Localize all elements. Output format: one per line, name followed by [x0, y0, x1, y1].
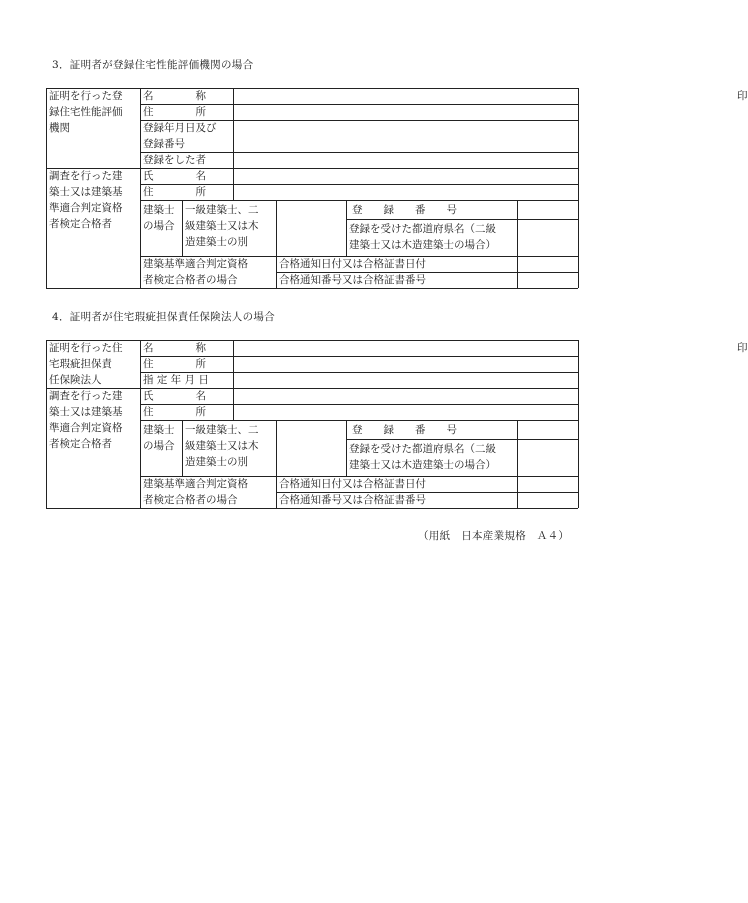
- architect-case-label: 建築士 の場合: [143, 424, 175, 452]
- registrar-label: 登録をした者: [143, 154, 206, 166]
- person-address-value[interactable]: [233, 404, 578, 420]
- qualified-case-label: 建築基準適合判定資格 者検定合格者の場合: [143, 478, 248, 506]
- address-value[interactable]: [233, 104, 578, 120]
- notice-date-value[interactable]: [517, 256, 578, 272]
- person-address-value[interactable]: [233, 184, 578, 200]
- name-value[interactable]: [233, 88, 748, 104]
- address-label: 住 所: [143, 106, 206, 118]
- org-label: 証明を行った登 録住宅性能評価 機関: [49, 90, 123, 134]
- registration-number-label: 登 録 番 号: [352, 204, 457, 216]
- seal-mark: 印: [737, 90, 748, 102]
- notice-date-label: 合格通知日付又は合格証書日付: [279, 258, 426, 270]
- person-name-label: 氏 名: [143, 170, 206, 182]
- person-address-label: 住 所: [143, 186, 206, 198]
- section-3-table: [46, 88, 748, 288]
- designation-date-label: 指 定 年 月 日: [143, 374, 209, 386]
- qualified-case-label: 建築基準適合判定資格 者検定合格者の場合: [143, 258, 248, 286]
- registrar-value[interactable]: [233, 152, 578, 168]
- name-label: 名 称: [143, 342, 206, 354]
- inspector-label: 調査を行った建 築士又は建築基 準適合判定資格 者検定合格者: [49, 390, 123, 450]
- address-value[interactable]: [233, 356, 578, 372]
- registration-date-value[interactable]: [233, 120, 578, 152]
- person-address-label: 住 所: [143, 406, 206, 418]
- seal-mark: 印: [737, 342, 748, 354]
- person-name-value[interactable]: [233, 168, 578, 184]
- notice-number-label: 合格通知番号又は合格証書番号: [279, 494, 426, 506]
- section-4-table: [46, 340, 748, 508]
- architect-class-value[interactable]: [276, 420, 346, 476]
- architect-class-value[interactable]: [276, 200, 346, 256]
- person-name-value[interactable]: [233, 388, 578, 404]
- paper-size-note: （用紙 日本産業規格 Ａ４）: [418, 530, 570, 542]
- architect-case-label: 建築士 の場合: [143, 204, 175, 232]
- prefecture-label: 登録を受けた都道府県名（二級 建築士又は木造建築士の場合）: [349, 443, 496, 471]
- registration-number-label: 登 録 番 号: [352, 424, 457, 436]
- inspector-label: 調査を行った建 築士又は建築基 準適合判定資格 者検定合格者: [49, 170, 123, 230]
- prefecture-value[interactable]: [517, 439, 578, 476]
- address-label: 住 所: [143, 358, 206, 370]
- prefecture-value[interactable]: [517, 219, 578, 256]
- notice-date-label: 合格通知日付又は合格証書日付: [279, 478, 426, 490]
- architect-class-label: 一級建築士、二 級建築士又は木 造建築士の別: [185, 424, 259, 468]
- person-name-label: 氏 名: [143, 390, 206, 402]
- notice-date-value[interactable]: [517, 476, 578, 492]
- notice-number-value[interactable]: [517, 492, 578, 508]
- name-label: 名 称: [143, 90, 206, 102]
- registration-number-value[interactable]: [517, 200, 578, 219]
- section-3-heading: 3．証明者が登録住宅性能評価機関の場合: [52, 59, 254, 71]
- name-value[interactable]: [233, 340, 748, 356]
- architect-class-label: 一級建築士、二 級建築士又は木 造建築士の別: [185, 204, 259, 248]
- notice-number-label: 合格通知番号又は合格証書番号: [279, 274, 426, 286]
- section-4-heading: 4．証明者が住宅瑕疵担保責任保険法人の場合: [52, 311, 275, 323]
- org-label: 証明を行った住 宅瑕疵担保責 任保険法人: [49, 342, 123, 386]
- prefecture-label: 登録を受けた都道府県名（二級 建築士又は木造建築士の場合）: [349, 223, 496, 251]
- registration-number-value[interactable]: [517, 420, 578, 439]
- registration-date-label: 登録年月日及び 登録番号: [143, 122, 217, 150]
- notice-number-value[interactable]: [517, 272, 578, 288]
- designation-date-value[interactable]: [233, 372, 578, 388]
